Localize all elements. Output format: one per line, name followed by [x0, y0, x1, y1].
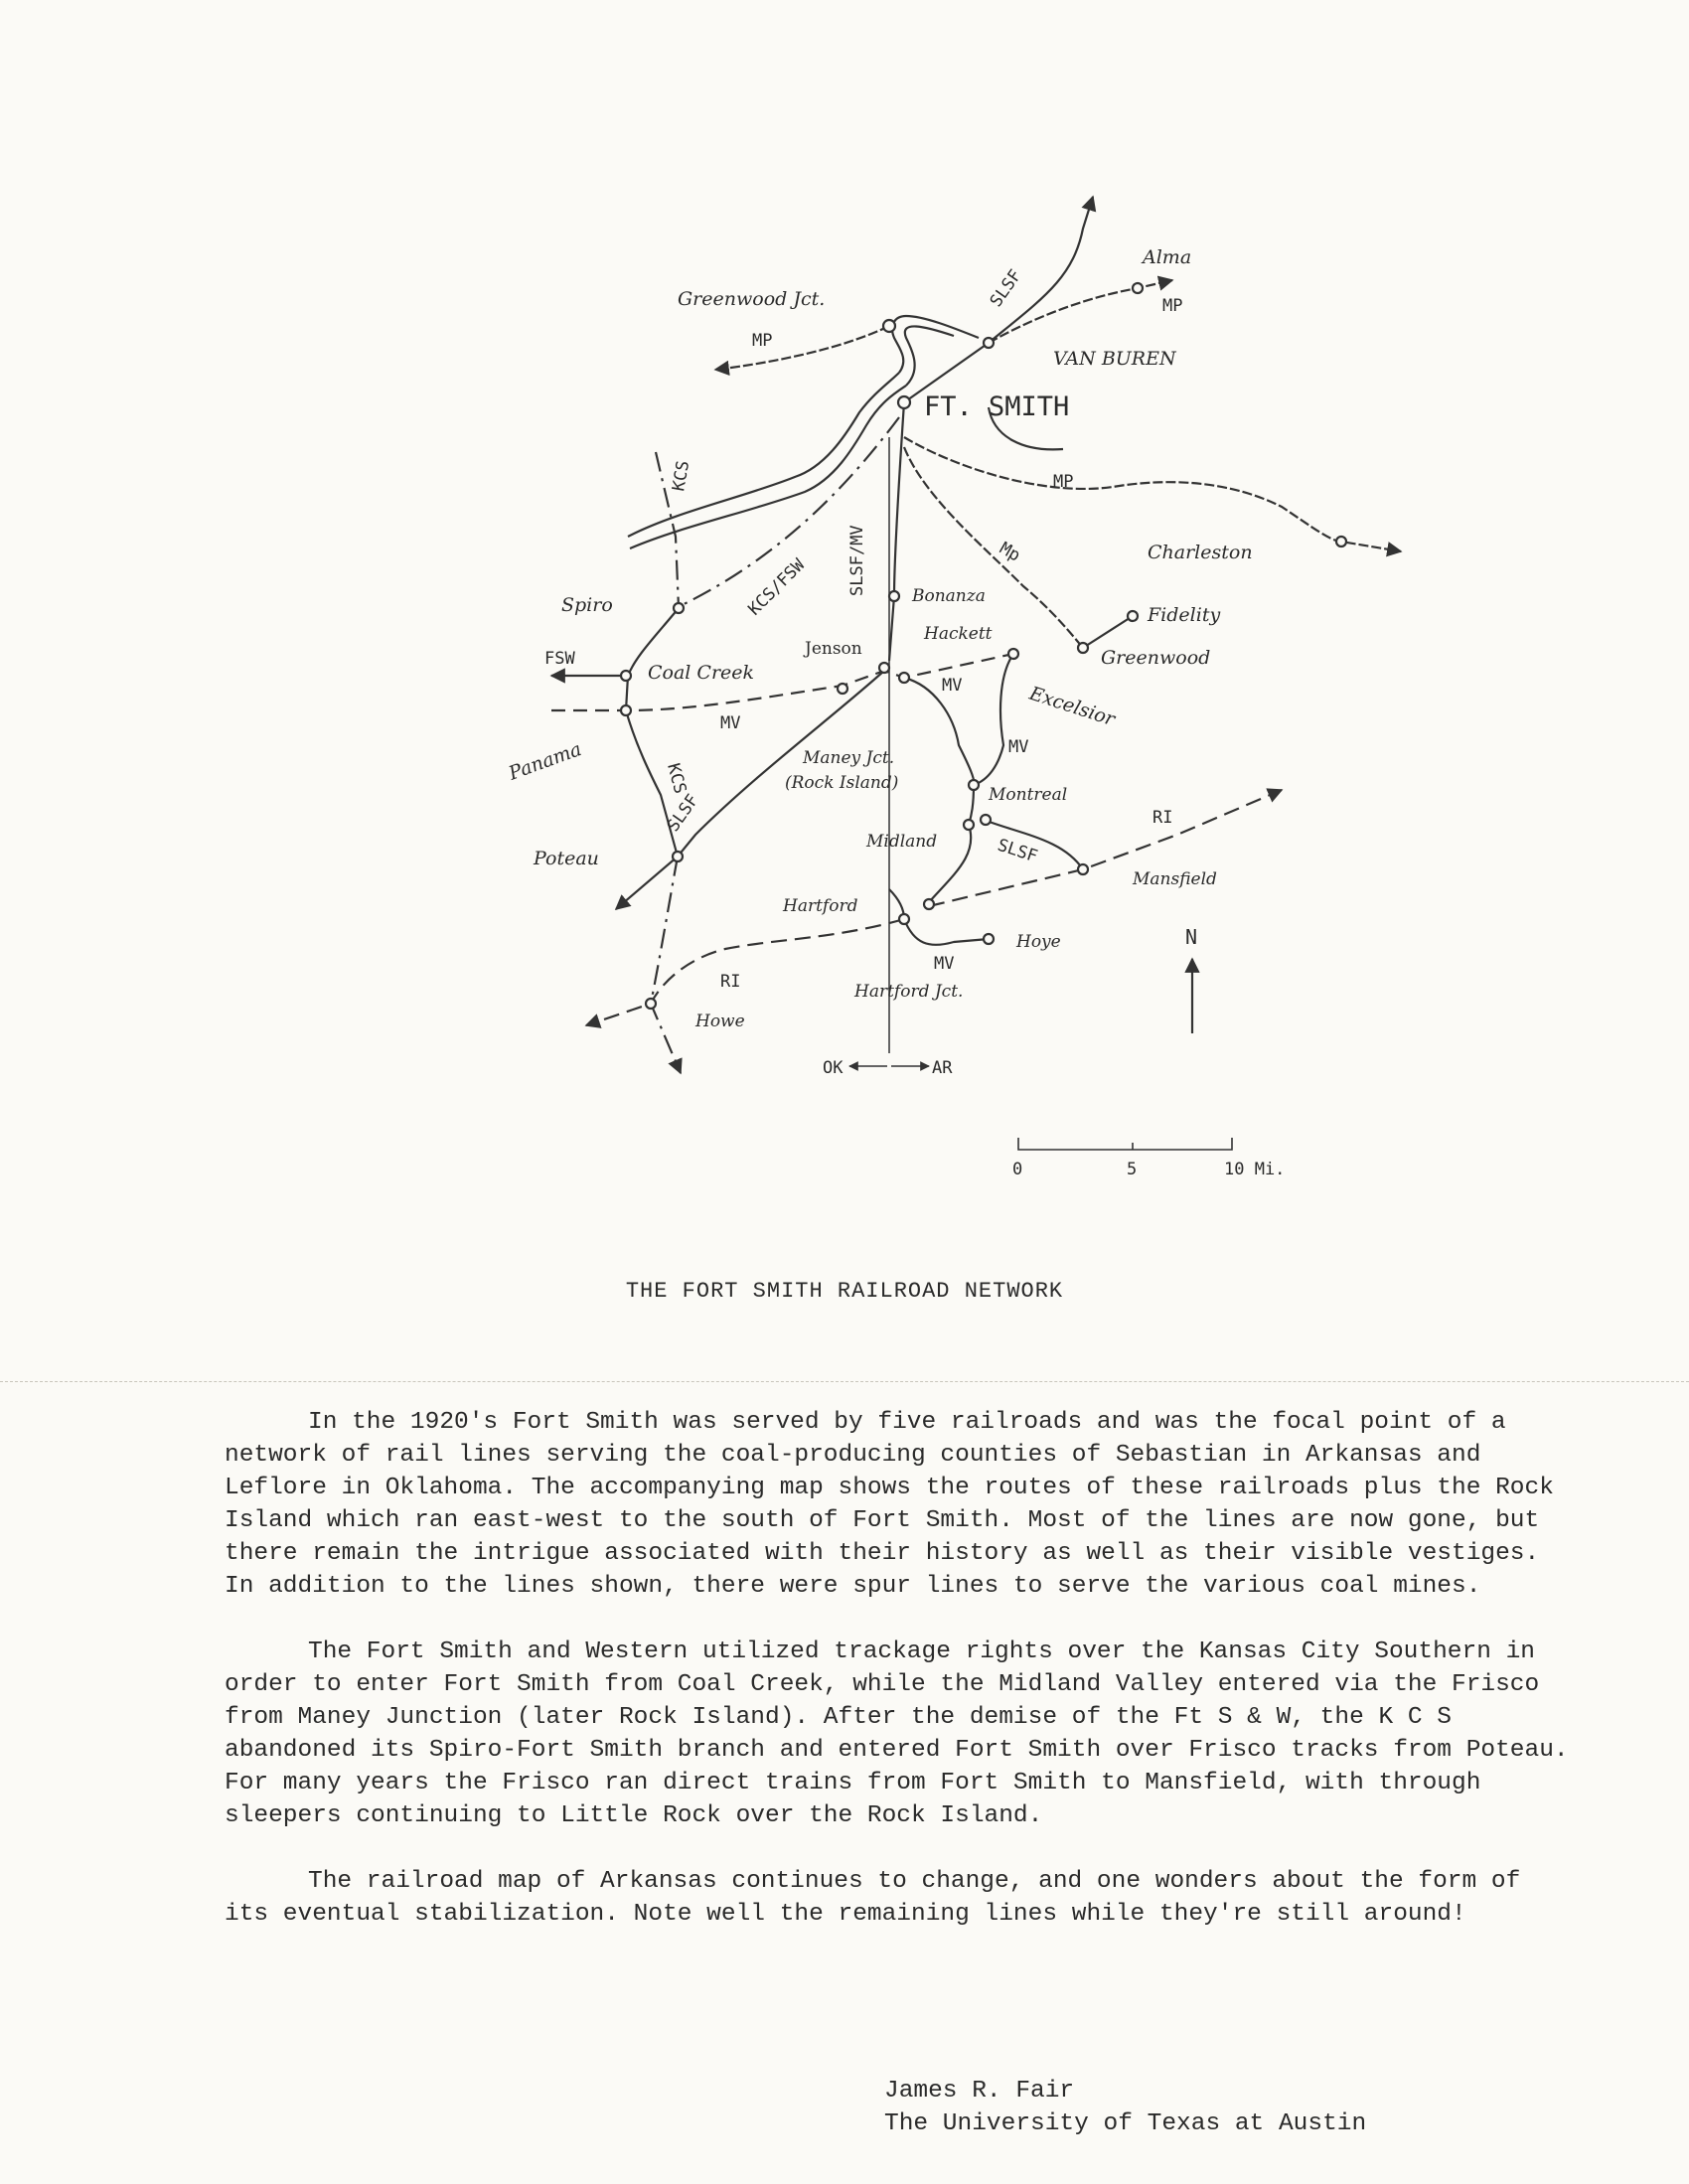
label-spiro: Spiro — [561, 594, 613, 616]
label-panama: Panama — [506, 737, 585, 785]
rr-label-slsf-north: SLSF — [986, 265, 1026, 311]
station-fidelity — [1128, 611, 1138, 621]
station-greenwood — [1078, 643, 1088, 653]
label-excelsior: Excelsior — [1026, 682, 1118, 731]
label-greenwood-jct: Greenwood Jct. — [678, 288, 826, 310]
station-montreal — [969, 780, 979, 790]
label-montreal: Montreal — [989, 785, 1068, 805]
kcs-spiro-coal-line — [626, 608, 679, 710]
rr-label-mp-alma: MP — [1162, 296, 1183, 316]
station-charleston — [1336, 537, 1346, 546]
author-affiliation: The University of Texas at Austin — [884, 2110, 1367, 2137]
rr-label-slsf-montreal: SLSF — [995, 835, 1040, 867]
station-ft-smith — [898, 396, 910, 408]
station-mansfield — [1078, 864, 1088, 874]
rr-label-mv-west: MV — [720, 713, 741, 733]
label-ft-smith: FT. SMITH — [924, 391, 1070, 422]
label-maney-jct-2: (Rock Island) — [785, 773, 899, 793]
rr-label-mp-east: MP — [1053, 472, 1074, 492]
mp-east-line — [904, 437, 1401, 551]
rr-label-mp-se: Mp — [996, 539, 1024, 566]
label-charleston: Charleston — [1148, 542, 1253, 563]
scale-bar — [1018, 1138, 1232, 1150]
mv-montreal-line — [904, 678, 974, 785]
station-poteau — [673, 852, 683, 861]
fidelity-spur — [1083, 616, 1133, 648]
rr-label-mv-montreal: MV — [1008, 737, 1029, 757]
fold-line — [0, 1381, 1689, 1384]
label-hoye: Hoye — [1016, 932, 1061, 952]
arkansas-river — [628, 316, 1063, 548]
mv-hartford-line — [904, 919, 989, 945]
station-hartford-jct — [899, 914, 909, 924]
rr-label-ri-east: RI — [1152, 808, 1173, 828]
ri-west-line — [586, 919, 904, 1025]
label-ar: AR — [932, 1058, 953, 1078]
label-bonanza: Bonanza — [912, 586, 986, 606]
scale-label-10: 10 Mi. — [1224, 1160, 1286, 1179]
scale-label-0: 0 — [1012, 1160, 1023, 1179]
rr-label-mp-west: MP — [752, 331, 773, 351]
label-howe: Howe — [695, 1012, 745, 1031]
label-van-buren: VAN BUREN — [1053, 348, 1176, 370]
kcs-howe-line — [651, 857, 681, 1073]
rr-label-fsw: FSW — [544, 649, 575, 669]
slsf-mv-line — [889, 402, 904, 661]
rr-label-kcs-north: KCS — [669, 459, 694, 493]
rr-label-slsf-mv: SLSF/MV — [847, 525, 867, 596]
label-maney-jct-1: Maney Jct. — [803, 748, 895, 768]
label-jenson: Jenson — [805, 639, 862, 659]
label-midland: Midland — [866, 832, 938, 852]
station-midland-2 — [981, 815, 991, 825]
station-howe — [646, 999, 656, 1009]
station-jenson — [879, 663, 889, 673]
station-maney-jct — [838, 684, 847, 694]
station-greenwood-jct — [883, 320, 895, 332]
label-fidelity: Fidelity — [1148, 604, 1221, 626]
station-hoye — [984, 934, 994, 944]
label-mansfield: Mansfield — [1133, 869, 1217, 889]
station-spiro — [674, 603, 684, 613]
paragraph-1: In the 1920's Fort Smith was served by five railroads and was the focal point of a network of rail lines serving the coal-producing counties of Sebastian in Arkansas and Leflore in Oklahoma. The accompanying map shows the routes of these railroads plus the Rock Island which ran east-west to the south of Fort Smith. Most of the lines are now gone, but there remain the intrigue associated with their history as well as their visible vestiges. In addition to the lines shown, there were spur lines to serve the various coal mines. — [225, 1409, 1554, 1600]
signature — [884, 2075, 1366, 2140]
station-van-buren — [984, 338, 994, 348]
scale-label-5: 5 — [1127, 1160, 1138, 1179]
label-hartford-jct: Hartford Jct. — [854, 982, 964, 1002]
ri-east-line — [929, 790, 1282, 906]
label-north: N — [1185, 925, 1198, 949]
map-caption: THE FORT SMITH RAILROAD NETWORK — [625, 1279, 1064, 1304]
station-bonanza — [889, 591, 899, 601]
rr-label-kcs-south: KCS — [663, 761, 691, 796]
label-alma: Alma — [1143, 246, 1192, 268]
station-midland — [964, 820, 974, 830]
station-hartford — [924, 899, 934, 909]
label-poteau: Poteau — [534, 848, 599, 869]
station-alma — [1133, 283, 1143, 293]
rr-label-slsf-poteau: SLSF — [663, 790, 703, 836]
station-hackett — [899, 673, 909, 683]
station-panama — [621, 705, 631, 715]
label-greenwood: Greenwood — [1101, 647, 1211, 669]
label-hackett: Hackett — [924, 624, 993, 644]
mv-excelsior-line — [974, 654, 1013, 785]
rr-label-kcs-fsw: KCS/FSW — [744, 554, 810, 620]
rr-label-mv-hackett: MV — [942, 676, 963, 696]
mp-west-line — [715, 326, 889, 370]
paragraph-2: The Fort Smith and Western utilized trackage rights over the Kansas City Southern in order to enter Fort Smith from Coal Creek, while the Midland Valley entered via the Frisco from Maney Junction (later Rock Island). After the demise of the Ft S & W, the K C S abandoned its Spiro-Fort Smith branch and entered Fort Smith over Frisco tracks from Poteau. For many years the Frisco ran direct trains from Fort Smith to Mansfield, with through sleepers continuing to Little Rock over the Rock Island. — [225, 1638, 1569, 1829]
paragraph-3: The railroad map of Arkansas continues to change, and one wonders about the form of its eventual stabilization. Note well the remaining lines while they're still around! — [225, 1868, 1521, 1928]
article-body — [225, 1406, 1576, 1963]
label-hartford: Hartford — [783, 896, 858, 916]
author-name: James R. Fair — [884, 2078, 1075, 2105]
label-ok: OK — [823, 1058, 844, 1078]
rr-label-mv-hartford: MV — [934, 954, 955, 974]
label-coal-creek: Coal Creek — [648, 662, 755, 684]
rr-label-ri-west: RI — [720, 972, 741, 992]
station-excelsior — [1008, 649, 1018, 659]
station-coal-creek — [621, 671, 631, 681]
